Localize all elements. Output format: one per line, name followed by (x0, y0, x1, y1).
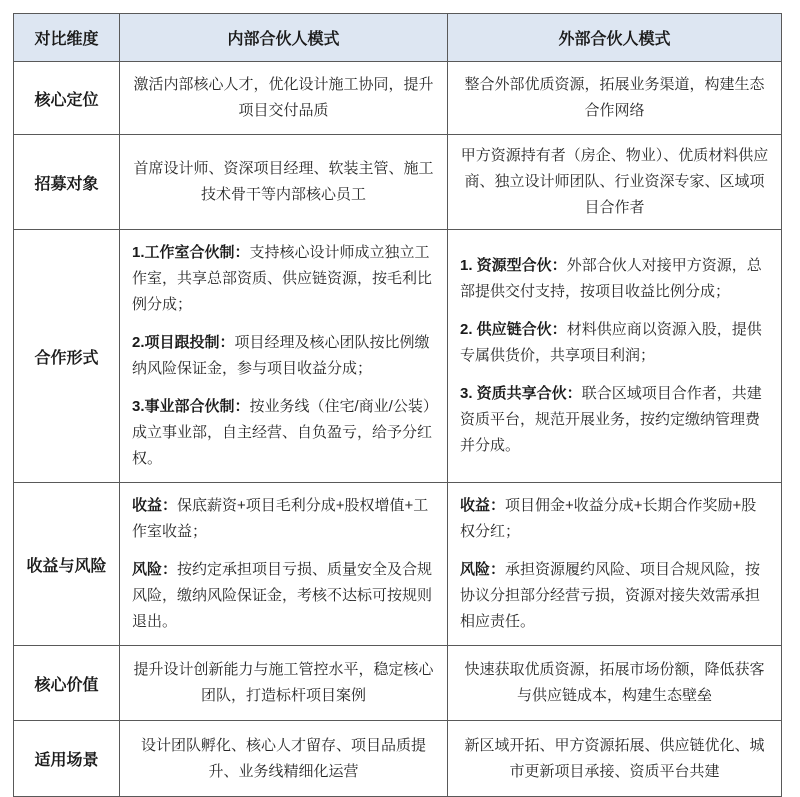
row-core-positioning (14, 62, 782, 135)
paragraph-lead: 2. 供应链合伙： (460, 321, 567, 338)
cell-core-positioning-external: 整合外部优质资源，拓展业务渠道，构建生态合作网络 (448, 62, 782, 135)
paragraph-text: 材料供应商以资源入股，提供专属供货价，共享项目利润； (460, 321, 762, 364)
paragraph (460, 317, 769, 369)
header-cell-dimension: 对比维度 (14, 14, 120, 62)
cell-value-external: 快速获取优质资源，拓展市场份额，降低获客与供应链成本，构建生态壁垒 (448, 646, 782, 721)
cell-forms-internal (120, 230, 448, 483)
paragraph-text: 按业务线（住宅/商业/公装）成立事业部，自主经营、自负盈亏，给予分红权。 (132, 398, 433, 467)
paragraph-lead: 3. 资质共享合伙： (460, 385, 582, 402)
paragraph-lead: 1. 资源型合伙： (460, 257, 567, 274)
row-label-income-risk: 收益与风险 (14, 483, 120, 646)
cell-risk-external (448, 483, 782, 646)
cell-scene-external: 新区域开拓、甲方资源拓展、供应链优化、城市更新项目承接、资质平台共建 (448, 721, 782, 797)
cell-forms-external (448, 230, 782, 483)
paragraph (460, 493, 769, 545)
paragraph-text: 保底薪资+项目毛利分成+股权增值+工作室收益； (132, 497, 429, 540)
paragraph-lead: 风险： (460, 561, 506, 578)
row-core-value (14, 646, 782, 721)
cell-scene-internal: 设计团队孵化、核心人才留存、项目品质提升、业务线精细化运营 (120, 721, 448, 797)
paragraph (132, 557, 435, 635)
paragraph-text: 按约定承担项目亏损、质量安全及合规风险，缴纳风险保证金，考核不达标可按规则退出。 (132, 561, 433, 630)
paragraph-text: 支持核心设计师成立独立工作室，共享总部资质、供应链资源，按毛利比例分成； (132, 244, 433, 313)
row-label-applicable-scene: 适用场景 (14, 721, 120, 797)
paragraph (460, 381, 769, 459)
comparison-table (13, 13, 782, 797)
row-recruit-target (14, 135, 782, 230)
row-label-recruit-target: 招募对象 (14, 135, 120, 230)
paragraph-text: 项目佣金+收益分成+长期合作奖励+股权分红； (460, 497, 757, 540)
paragraph (132, 493, 435, 545)
paragraph (460, 253, 769, 305)
paragraph-lead: 2.项目跟投制： (132, 334, 235, 351)
paragraph (132, 240, 435, 318)
row-label-core-value: 核心价值 (14, 646, 120, 721)
header-cell-internal-mode: 内部合伙人模式 (120, 14, 448, 62)
header-cell-external-mode: 外部合伙人模式 (448, 14, 782, 62)
paragraph-text: 联合区域项目合作者，共建资质平台，规范开展业务，按约定缴纳管理费并分成。 (460, 385, 762, 454)
cell-risk-internal (120, 483, 448, 646)
paragraph (460, 557, 769, 635)
row-label-cooperation-forms: 合作形式 (14, 230, 120, 483)
row-income-risk (14, 483, 782, 646)
paragraph (132, 394, 435, 472)
paragraph-lead: 收益： (132, 497, 178, 514)
paragraph-lead: 1.工作室合伙制： (132, 244, 250, 261)
paragraph (132, 330, 435, 382)
paragraph-text: 项目经理及核心团队按比例缴纳风险保证金，参与项目收益分成； (132, 334, 430, 377)
cell-value-internal: 提升设计创新能力与施工管控水平，稳定核心团队，打造标杆项目案例 (120, 646, 448, 721)
paragraph-text: 承担资源履约风险、项目合规风险，按协议分担部分经营亏损，资源对接失效需承担相应责任。 (460, 561, 761, 630)
row-label-core-positioning: 核心定位 (14, 62, 120, 135)
paragraph-text: 外部合伙人对接甲方资源，总部提供交付支持，按项目收益比例分成； (460, 257, 762, 300)
cell-recruit-internal: 首席设计师、资深项目经理、软装主管、施工技术骨干等内部核心员工 (120, 135, 448, 230)
cell-core-positioning-internal: 激活内部核心人才，优化设计施工协同，提升项目交付品质 (120, 62, 448, 135)
paragraph-lead: 收益： (460, 497, 506, 514)
row-cooperation-forms (14, 230, 782, 483)
header-row (14, 14, 782, 62)
row-applicable-scene (14, 721, 782, 797)
cell-recruit-external: 甲方资源持有者（房企、物业）、优质材料供应商、独立设计师团队、行业资深专家、区域项目合作者 (448, 135, 782, 230)
paragraph-lead: 风险： (132, 561, 178, 578)
paragraph-lead: 3.事业部合伙制： (132, 398, 250, 415)
